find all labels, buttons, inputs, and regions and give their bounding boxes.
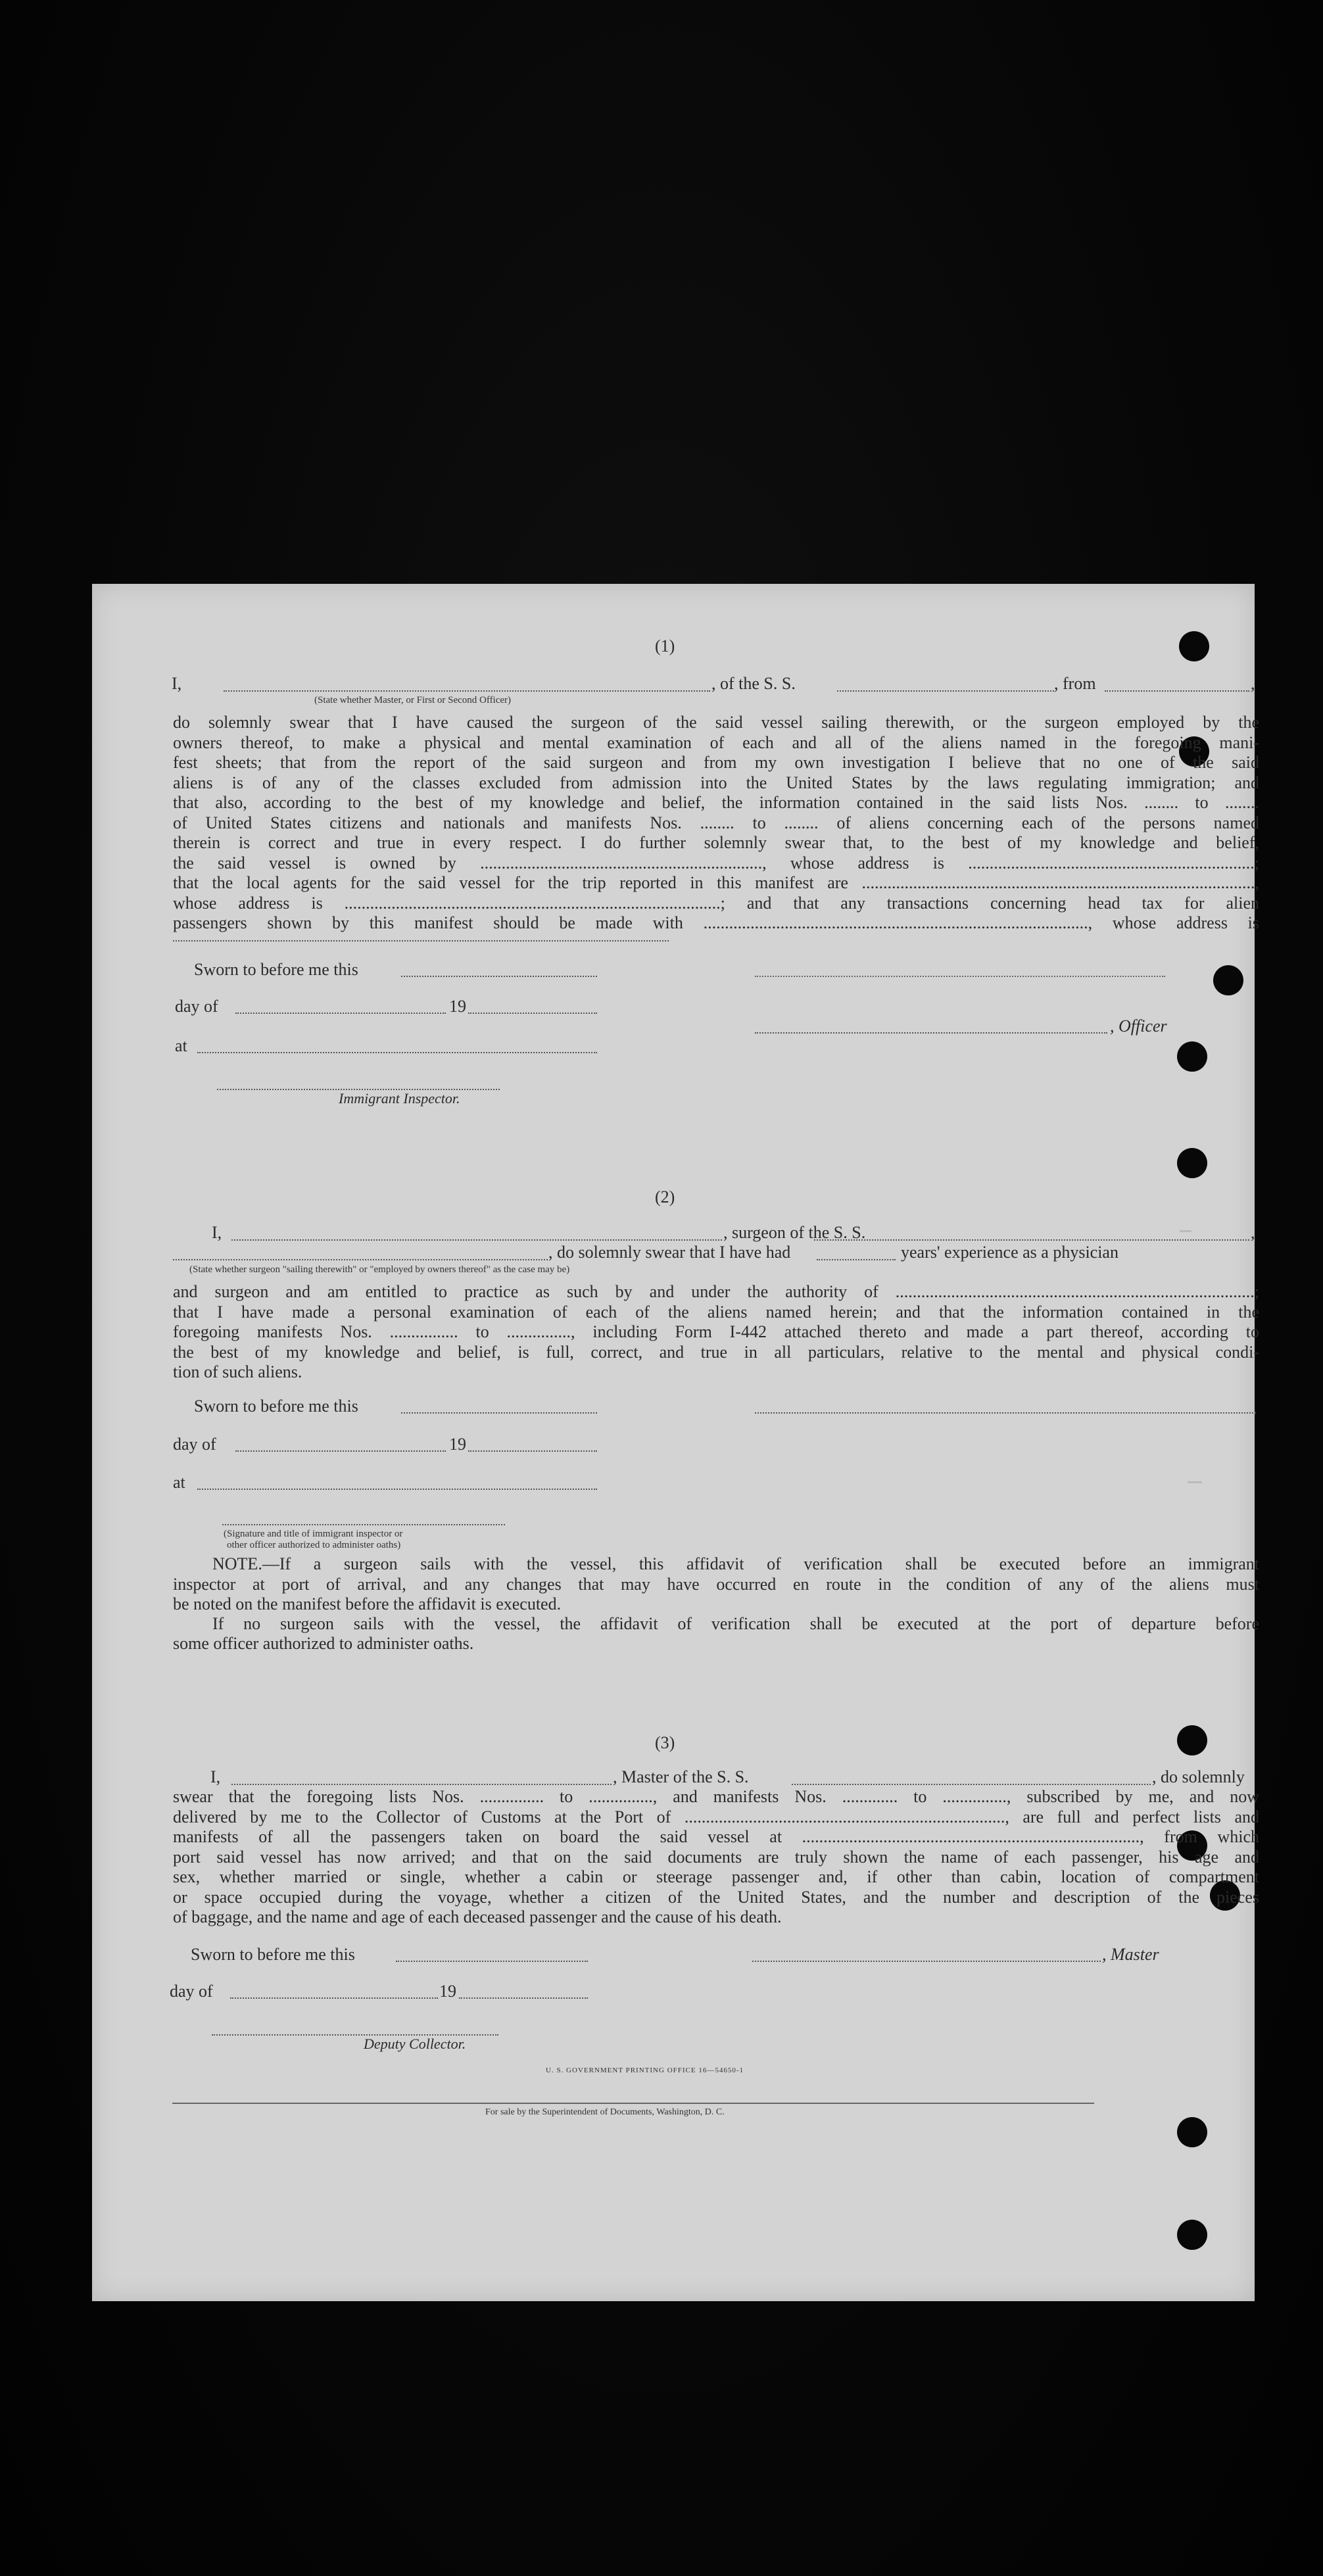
section-3-body-line: port said vessel has now arrived; and that on the said documents are truly shown the name of each passenger, his age and: [173, 1847, 1259, 1867]
section-2-body-line: that I have made a personal examination of each of the aliens named herein; and that the information contained in the: [173, 1302, 1259, 1322]
punch-hole: [1177, 1148, 1207, 1178]
section-1-year-field[interactable]: [468, 1013, 597, 1014]
section-3-body-line: swear that the foregoing lists Nos. ............... to ..............., and manifests Nos. ............. to ..............., subscribed by me, and now: [173, 1787, 1259, 1806]
section-3-sworn-label: Sworn to before me this: [191, 1945, 355, 1964]
section-1-year-label: 19: [449, 997, 466, 1016]
section-1-at-label: at: [175, 1036, 187, 1055]
section-3-I: I,: [210, 1767, 221, 1786]
section-3-body-line: manifests of all the passengers taken on board the said vessel at ..............................................................................., from which: [173, 1827, 1259, 1846]
punch-hole: [1179, 631, 1209, 661]
section-1-body-line: whose address is ........................................................................................; and that any transactions concerning head tax for alien: [173, 893, 1259, 913]
immigrant-inspector-label: Immigrant Inspector.: [339, 1090, 460, 1107]
surgeon-status-field[interactable]: [173, 1259, 548, 1260]
footer-rule: [172, 2103, 1094, 2104]
master-name-field[interactable]: [231, 1784, 612, 1785]
section-1-body-line: therein is correct and true in every respect. I do further solemnly swear that, to the best of my knowledge and belief,: [173, 833, 1259, 852]
note-1-line: NOTE.—If a surgeon sails with the vessel, this affidavit of verification shall be executed before an immigrant: [212, 1554, 1259, 1573]
section-2-year-field[interactable]: [468, 1450, 597, 1452]
section-3-year-field[interactable]: [459, 1997, 588, 1999]
section-3-sworn-date-field[interactable]: [396, 1961, 588, 1962]
section-2-body-line: and surgeon and am entitled to practice as such by and under the authority of ....................................................................................;: [173, 1282, 1259, 1301]
section-1-officer-signature-line-top[interactable]: [755, 976, 1165, 977]
section-2-vessel-label: , surgeon of the S. S.: [723, 1223, 866, 1242]
section-3-number: (3): [655, 1733, 675, 1752]
section-2-at-label: at: [173, 1473, 185, 1492]
section-1-at-field[interactable]: [197, 1052, 597, 1053]
section-3-day-field[interactable]: [230, 1997, 438, 1999]
section-2-I: I,: [212, 1223, 222, 1242]
surgeon-name-field[interactable]: [231, 1239, 722, 1241]
section-3-body-line: sex, whether married or single, whether a cabin or steerage passenger and, if other than cabin, location of compartment: [173, 1867, 1259, 1886]
master-label: , Master: [1102, 1945, 1159, 1964]
punch-hole: [1213, 965, 1243, 995]
punch-hole: [1177, 2117, 1207, 2147]
punch-hole: [1177, 1041, 1207, 1072]
section-2-sworn-date-field[interactable]: [401, 1412, 597, 1414]
note-1: [173, 1554, 1259, 1594]
section-1-body: [173, 713, 1259, 934]
section-1-I: I,: [172, 674, 182, 693]
section-1-body-line: of United States citizens and nationals and manifests Nos. ........ to ........ of aliens concerning each of the persons named: [173, 813, 1259, 832]
section-3-body-line: or space occupied during the voyage, whether a citizen of the United States, and the number and description of the pieces: [173, 1887, 1259, 1907]
section-1-body-line: that the local agents for the said vessel for the trip reported in this manifest are ............................................................................................,: [173, 873, 1259, 892]
section-1-from-label: , from: [1054, 674, 1096, 693]
section-2-sworn-label: Sworn to before me this: [194, 1396, 358, 1416]
section-3-body-last-line: of baggage, and the name and age of each deceased passenger and the cause of his death.: [173, 1907, 782, 1926]
punch-hole: [1177, 1725, 1207, 1755]
section-1-sworn-date-field[interactable]: [401, 976, 597, 977]
section-3-vessel-label: , Master of the S. S.: [613, 1767, 749, 1786]
section-3-day-of-label: day of: [170, 1982, 213, 2001]
section-3-year-label: 19: [439, 1982, 456, 2001]
scan-edge-mark: [1180, 1230, 1191, 1232]
section-2-swear-label: , do solemnly swear that I have had: [548, 1243, 791, 1262]
punch-hole: [1177, 2220, 1207, 2250]
section-2-line-end: ,: [1251, 1223, 1255, 1242]
head-tax-address-field[interactable]: [173, 940, 669, 942]
section-1-officer-label: , Officer: [1110, 1016, 1167, 1036]
officer-name-field[interactable]: [224, 690, 710, 692]
section-1-day-field[interactable]: [235, 1013, 446, 1014]
section-1-number: (1): [655, 636, 675, 656]
section-1-officer-signature-field[interactable]: [755, 1032, 1107, 1034]
officer-caption: (State whether Master, or First or Second Officer): [314, 695, 512, 705]
section-2-day-field[interactable]: [235, 1450, 446, 1452]
section-1-body-line: the said vessel is owned by .................................................................., whose address is ...................................................................;: [173, 853, 1259, 872]
section-2-body-line: foregoing manifests Nos. ................ to ..............., including Form I-442 attached thereto and made a part thereof, according to: [173, 1322, 1259, 1341]
for-sale-line: For sale by the Superintendent of Documents, Washington, D. C.: [485, 2107, 725, 2117]
note-1-last-line: be noted on the manifest before the affidavit is executed.: [173, 1594, 562, 1613]
section-1-sworn-label: Sworn to before me this: [194, 960, 358, 979]
from-port-field[interactable]: [1105, 690, 1249, 692]
note-2-line: If no surgeon sails with the vessel, the affidavit of verification shall be executed at the port of departure before: [212, 1614, 1259, 1633]
section-1-body-line: that also, according to the best of my knowledge and belief, the information contained in the said lists Nos. ........ to ........: [173, 793, 1259, 812]
section-2-day-of-label: day of: [173, 1435, 216, 1454]
section-2-vessel-field[interactable]: [814, 1239, 1249, 1241]
scan-edge-mark: [1188, 1481, 1202, 1483]
section-2-year-label: 19: [449, 1435, 466, 1454]
section-2-inspector-signature-field[interactable]: [222, 1524, 505, 1525]
section-1-body-line: do solemnly swear that I have caused the surgeon of the said vessel sailing therewith, or the surgeon employed by the: [173, 713, 1259, 732]
section-2-number: (2): [655, 1187, 675, 1206]
section-2-body-last-line: tion of such aliens.: [173, 1362, 302, 1381]
section-1-line-end: ,: [1251, 674, 1255, 693]
section-1-body-line: fest sheets; that from the report of the said surgeon and from my own investigation I believe that no one of the said: [173, 753, 1259, 772]
years-experience-field[interactable]: [817, 1259, 896, 1260]
section-2-experience-label: years' experience as a physician: [901, 1243, 1119, 1262]
printing-office-line: U. S. GOVERNMENT PRINTING OFFICE 16—54650-1: [546, 2066, 744, 2074]
section-1-body-line: aliens is of any of the classes excluded from admission into the United States by the laws regulating immigration; and: [173, 773, 1259, 792]
section-3-body: [173, 1787, 1259, 1907]
section-3-line-end: , do solemnly: [1152, 1767, 1245, 1786]
note-2-last-line: some officer authorized to administer oaths.: [173, 1634, 474, 1653]
master-signature-field[interactable]: [752, 1961, 1101, 1962]
section-2-body-line: the best of my knowledge and belief, is full, correct, and true in all particulars, relative to the mental and physical condi-: [173, 1342, 1259, 1362]
surgeon-caption: (State whether surgeon "sailing therewith" or "employed by owners thereof" as the case may be): [189, 1264, 570, 1275]
section-1-body-line: passengers shown by this manifest should be made with .........................................................................................., whose address is: [173, 913, 1259, 932]
form-sheet: [92, 584, 1259, 2301]
section-3-vessel-field[interactable]: [792, 1784, 1151, 1785]
deputy-collector-label: Deputy Collector.: [364, 2036, 466, 2052]
note-1-line: inspector at port of arrival, and any changes that may have occurred en route in the condition of any of the aliens must: [173, 1574, 1259, 1594]
section-3-body-line: delivered by me to the Collector of Customs at the Port of ..........................................................................., are full and perfect lists and: [173, 1807, 1259, 1826]
signature-caption-line-1: (Signature and title of immigrant inspector or: [224, 1529, 403, 1539]
signature-caption-line-2: other officer authorized to administer oaths): [227, 1540, 401, 1550]
section-1-vessel-label: , of the S. S.: [711, 674, 796, 693]
surgeon-signature-field[interactable]: [755, 1412, 1256, 1414]
section-1-body-line: owners thereof, to make a physical and mental examination of each and all of the aliens named in the foregoing mani-: [173, 732, 1259, 752]
vessel-name-field[interactable]: [837, 690, 1054, 692]
section-2-at-field[interactable]: [197, 1489, 597, 1490]
section-1-day-of-label: day of: [175, 997, 218, 1016]
section-2-body: [173, 1282, 1259, 1362]
note-2: [212, 1614, 1259, 1634]
